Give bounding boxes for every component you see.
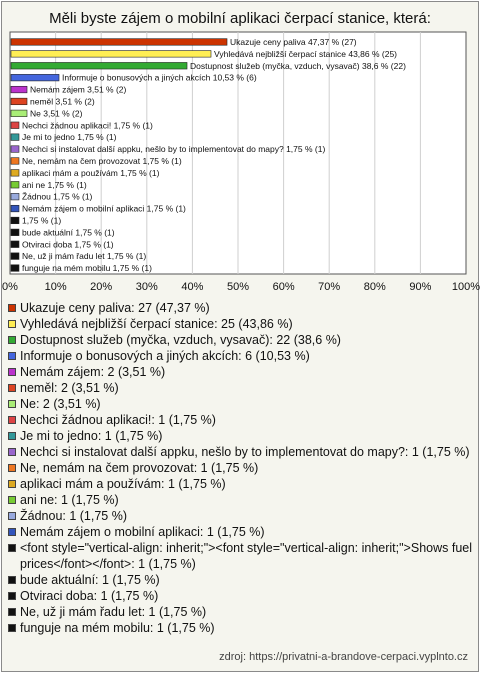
legend-swatch	[8, 304, 16, 312]
legend-swatch	[8, 400, 16, 408]
legend-label: ani ne: 1 (1,75 %)	[20, 493, 119, 507]
legend-label: Informuje o bonusových a jiných akcích: 6 (10,53 %)	[20, 349, 310, 363]
bar	[11, 217, 19, 224]
bar	[11, 98, 27, 105]
x-tick-label: 80%	[363, 281, 386, 293]
bar-label: Ne, už ji mám řadu let 1,75 % (1)	[21, 251, 147, 262]
legend-swatch	[8, 352, 16, 360]
legend-item	[8, 476, 472, 492]
legend-label: Otviraci doba: 1 (1,75 %)	[20, 589, 159, 603]
legend-swatch	[8, 544, 16, 552]
legend-swatch	[8, 528, 16, 536]
bar-label: Ukazuje ceny paliva 47,37 % (27)	[230, 36, 357, 47]
legend-swatch	[8, 496, 16, 504]
bar	[11, 122, 19, 129]
bar	[11, 62, 187, 69]
bar-label: Dostupnost služeb (myčka, vzduch, vysavač) 38,6 % (22)	[190, 60, 406, 71]
bar	[11, 86, 27, 93]
legend-item	[8, 412, 472, 428]
legend-label: Nechci si instalovat další appku, nešlo by to implementovat do mapy?: 1 (1,75 %)	[20, 445, 470, 459]
legend-item	[8, 492, 472, 508]
x-tick-label: 30%	[135, 281, 158, 293]
legend-item	[8, 396, 472, 412]
legend-swatch	[8, 416, 16, 424]
bar	[11, 39, 227, 46]
bar-label: aplikaci mám a používám 1,75 % (1)	[21, 167, 160, 178]
x-tick-label: 60%	[272, 281, 295, 293]
bar-label: Žádnou 1,75 % (1)	[21, 191, 93, 202]
legend-item	[8, 316, 472, 332]
x-tick-label: 20%	[90, 281, 113, 293]
legend-item	[8, 460, 472, 476]
legend-swatch	[8, 320, 16, 328]
bar-label: Nemám zájem 3,51 % (2)	[30, 84, 127, 95]
legend-label: Nechci žádnou aplikaci!: 1 (1,75 %)	[20, 413, 216, 427]
legend-label: Nemám zájem o mobilní aplikaci: 1 (1,75 %)	[20, 525, 265, 539]
legend-item	[8, 604, 472, 620]
legend-label: bude aktuální: 1 (1,75 %)	[20, 573, 160, 587]
bar-label: Informuje o bonusových a jiných akcích 10,53 % (6)	[62, 72, 257, 83]
legend-swatch	[8, 480, 16, 488]
bar-label: Ne 3,51 % (2)	[30, 108, 83, 119]
bar-label: neměl 3,51 % (2)	[30, 96, 95, 107]
legend-item	[8, 508, 472, 524]
legend-swatch	[8, 608, 16, 616]
x-tick-label: 10%	[44, 281, 67, 293]
x-tick-label: 90%	[409, 281, 432, 293]
bar	[11, 170, 19, 177]
bar	[11, 193, 19, 200]
bar	[11, 253, 19, 260]
x-tick-label: 0%	[2, 281, 18, 293]
legend-item	[8, 524, 472, 540]
legend-label: Ne, nemám na čem provozovat: 1 (1,75 %)	[20, 461, 259, 475]
chart-legend	[8, 300, 472, 636]
legend-item	[8, 364, 472, 380]
bar	[11, 110, 27, 117]
bar-label: Otviraci doba 1,75 % (1)	[21, 239, 114, 250]
x-tick-label: 70%	[318, 281, 341, 293]
legend-label: neměl: 2 (3,51 %)	[20, 381, 119, 395]
bar-label: Nechci si instalovat další appku, nešlo by to implementovat do mapy? 1,75 % (1)	[21, 144, 326, 155]
x-tick-label: 50%	[226, 281, 250, 293]
bar	[11, 51, 211, 58]
bar-label: bude aktuální 1,75 % (1)	[21, 227, 115, 238]
bar-label: Nemám zájem o mobilní aplikaci 1,75 % (1)	[21, 203, 186, 214]
legend-item	[8, 300, 472, 316]
legend-swatch	[8, 336, 16, 344]
legend-swatch	[8, 592, 16, 600]
legend-item	[8, 588, 472, 604]
legend-swatch	[8, 624, 16, 632]
source-text: zdroj: https://privatni-a-brandove-cerpaci.vyplnto.cz	[219, 651, 468, 663]
bar	[11, 158, 19, 165]
bar	[11, 241, 19, 248]
legend-item	[8, 428, 472, 444]
bar-label: funguje na mém mobilu 1,75 % (1)	[21, 263, 152, 274]
legend-swatch	[8, 464, 16, 472]
bar	[11, 229, 19, 236]
legend-label: Je mi to jedno: 1 (1,75 %)	[20, 429, 163, 443]
legend-label: Nemám zájem: 2 (3,51 %)	[20, 365, 166, 379]
bar-label: ani ne 1,75 % (1)	[21, 179, 87, 190]
legend-swatch	[8, 448, 16, 456]
bar-label: Vyhledává nejbližší čerpací stanice 43,86 % (25)	[214, 48, 398, 59]
legend-label: Vyhledává nejbližší čerpací stanice: 25 (43,86 %)	[20, 317, 293, 331]
legend-swatch	[8, 368, 16, 376]
legend-item	[8, 348, 472, 364]
legend-swatch	[8, 384, 16, 392]
bar	[11, 205, 19, 212]
bar	[11, 146, 19, 153]
legend-swatch	[8, 512, 16, 520]
legend-item	[8, 444, 472, 460]
legend-label: aplikaci mám a používám: 1 (1,75 %)	[20, 477, 226, 491]
legend-item	[8, 620, 472, 636]
legend-label: funguje na mém mobilu: 1 (1,75 %)	[20, 621, 215, 635]
legend-label: Ne, už ji mám řadu let: 1 (1,75 %)	[20, 605, 207, 619]
legend-item	[8, 332, 472, 348]
legend-item	[8, 380, 472, 396]
bar-label: Je mi to jedno 1,75 % (1)	[21, 132, 117, 143]
legend-swatch	[8, 576, 16, 584]
legend-label: Dostupnost služeb (myčka, vzduch, vysavač): 22 (38,6 %)	[20, 333, 341, 347]
bar	[11, 265, 19, 272]
bar-label: 1,75 % (1)	[21, 215, 62, 226]
bar	[11, 134, 19, 141]
bar-chart	[0, 0, 480, 300]
x-tick-label: 40%	[181, 281, 204, 293]
legend-item	[8, 572, 472, 588]
bar-label: Ne, nemám na čem provozovat 1,75 % (1)	[21, 155, 182, 166]
legend-label: <font style="vertical-align: inherit;"><font style="vertical-align: inherit;">Shows fuel prices</font></font>: 1 (1,75 %)	[20, 541, 473, 571]
bar	[11, 74, 59, 81]
chart-title: Měli byste zájem o mobilní aplikaci čerpací stanice, která:	[49, 10, 431, 27]
legend-label: Ukazuje ceny paliva: 27 (47,37 %)	[20, 301, 210, 315]
legend-swatch	[8, 432, 16, 440]
legend-item	[8, 540, 472, 572]
bar	[11, 181, 19, 188]
legend-label: Žádnou: 1 (1,75 %)	[20, 509, 128, 523]
x-tick-label: 100%	[451, 281, 480, 293]
legend-label: Ne: 2 (3,51 %)	[20, 397, 101, 411]
bar-label: Nechci žádnou aplikaci! 1,75 % (1)	[21, 120, 153, 131]
